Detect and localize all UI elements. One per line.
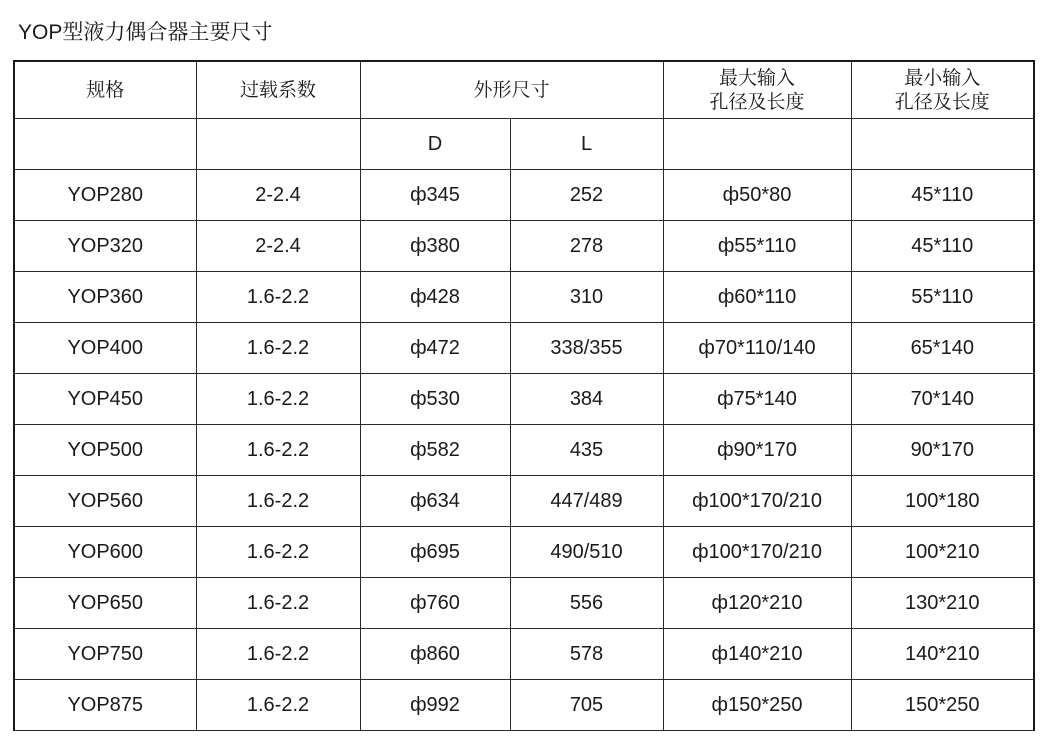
cell-max-input-bore: ф100*170/210 xyxy=(663,476,851,527)
cell-length-l: 278 xyxy=(510,221,663,272)
cell-diameter-d: ф582 xyxy=(360,425,510,476)
cell-diameter-d: ф695 xyxy=(360,527,510,578)
table-row xyxy=(14,374,1034,425)
cell-min-input-bore: 100*210 xyxy=(851,527,1034,578)
cell-max-input-bore: ф140*210 xyxy=(663,629,851,680)
cell-length-l: 384 xyxy=(510,374,663,425)
table-row xyxy=(14,425,1034,476)
cell-diameter-d: ф380 xyxy=(360,221,510,272)
cell-model: YOP600 xyxy=(14,527,196,578)
cell-model: YOP650 xyxy=(14,578,196,629)
cell-diameter-d: ф428 xyxy=(360,272,510,323)
table-body xyxy=(14,61,1034,731)
cell-diameter-d: ф530 xyxy=(360,374,510,425)
table-row xyxy=(14,272,1034,323)
table-row xyxy=(14,578,1034,629)
cell-diameter-d: ф345 xyxy=(360,170,510,221)
header-outline-dimensions: 外形尺寸 xyxy=(360,61,663,119)
table-row xyxy=(14,476,1034,527)
subheader-l: L xyxy=(510,119,663,170)
cell-model: YOP400 xyxy=(14,323,196,374)
cell-max-input-bore: ф60*110 xyxy=(663,272,851,323)
cell-min-input-bore: 45*110 xyxy=(851,221,1034,272)
cell-min-input-bore: 65*140 xyxy=(851,323,1034,374)
cell-length-l: 556 xyxy=(510,578,663,629)
cell-min-input-bore: 90*170 xyxy=(851,425,1034,476)
cell-overload-factor: 1.6-2.2 xyxy=(196,323,360,374)
cell-overload-factor: 1.6-2.2 xyxy=(196,272,360,323)
cell-overload-factor: 2-2.4 xyxy=(196,170,360,221)
cell-length-l: 705 xyxy=(510,680,663,731)
cell-min-input-bore: 45*110 xyxy=(851,170,1034,221)
cell-length-l: 310 xyxy=(510,272,663,323)
cell-model: YOP500 xyxy=(14,425,196,476)
cell-model: YOP875 xyxy=(14,680,196,731)
header-max-input-bore xyxy=(663,61,851,119)
cell-model: YOP450 xyxy=(14,374,196,425)
cell-overload-factor: 1.6-2.2 xyxy=(196,578,360,629)
table-row xyxy=(14,221,1034,272)
cell-length-l: 447/489 xyxy=(510,476,663,527)
header-overload-factor: 过载系数 xyxy=(196,61,360,119)
table-row xyxy=(14,323,1034,374)
table-row xyxy=(14,680,1034,731)
cell-model: YOP360 xyxy=(14,272,196,323)
table-row xyxy=(14,170,1034,221)
cell-max-input-bore: ф100*170/210 xyxy=(663,527,851,578)
table-row xyxy=(14,527,1034,578)
header-spec: 规格 xyxy=(14,61,196,119)
cell-diameter-d: ф760 xyxy=(360,578,510,629)
cell-min-input-bore: 130*210 xyxy=(851,578,1034,629)
cell-length-l: 252 xyxy=(510,170,663,221)
header-min-input-bore-line1: 最小输入 xyxy=(904,67,981,89)
cell-overload-factor: 1.6-2.2 xyxy=(196,374,360,425)
cell-model: YOP280 xyxy=(14,170,196,221)
subheader-empty-max-bore xyxy=(663,119,851,170)
cell-min-input-bore: 150*250 xyxy=(851,680,1034,731)
cell-max-input-bore: ф55*110 xyxy=(663,221,851,272)
cell-overload-factor: 1.6-2.2 xyxy=(196,476,360,527)
subheader-empty-min-bore xyxy=(851,119,1034,170)
cell-max-input-bore: ф90*170 xyxy=(663,425,851,476)
cell-overload-factor: 2-2.4 xyxy=(196,221,360,272)
cell-overload-factor: 1.6-2.2 xyxy=(196,680,360,731)
cell-diameter-d: ф860 xyxy=(360,629,510,680)
cell-length-l: 338/355 xyxy=(510,323,663,374)
cell-model: YOP750 xyxy=(14,629,196,680)
dimensions-table xyxy=(13,60,1035,731)
cell-max-input-bore: ф50*80 xyxy=(663,170,851,221)
cell-length-l: 578 xyxy=(510,629,663,680)
cell-max-input-bore: ф150*250 xyxy=(663,680,851,731)
cell-overload-factor: 1.6-2.2 xyxy=(196,629,360,680)
cell-min-input-bore: 100*180 xyxy=(851,476,1034,527)
document-title: YOP型液力偶合器主要尺寸 xyxy=(18,21,273,44)
cell-max-input-bore: ф70*110/140 xyxy=(663,323,851,374)
cell-model: YOP560 xyxy=(14,476,196,527)
header-max-input-bore-line1: 最大输入 xyxy=(719,67,796,89)
header-row xyxy=(14,61,1034,119)
cell-min-input-bore: 55*110 xyxy=(851,272,1034,323)
subheader-row xyxy=(14,119,1034,170)
table-row xyxy=(14,629,1034,680)
cell-diameter-d: ф634 xyxy=(360,476,510,527)
header-min-input-bore xyxy=(851,61,1034,119)
header-max-input-bore-line2: 孔径及长度 xyxy=(709,91,805,113)
cell-overload-factor: 1.6-2.2 xyxy=(196,527,360,578)
cell-max-input-bore: ф120*210 xyxy=(663,578,851,629)
cell-length-l: 490/510 xyxy=(510,527,663,578)
header-min-input-bore-line2: 孔径及长度 xyxy=(894,91,990,113)
subheader-empty-overload xyxy=(196,119,360,170)
cell-max-input-bore: ф75*140 xyxy=(663,374,851,425)
subheader-d: D xyxy=(360,119,510,170)
cell-min-input-bore: 140*210 xyxy=(851,629,1034,680)
subheader-empty-spec xyxy=(14,119,196,170)
cell-length-l: 435 xyxy=(510,425,663,476)
cell-model: YOP320 xyxy=(14,221,196,272)
cell-diameter-d: ф992 xyxy=(360,680,510,731)
cell-min-input-bore: 70*140 xyxy=(851,374,1034,425)
cell-diameter-d: ф472 xyxy=(360,323,510,374)
cell-overload-factor: 1.6-2.2 xyxy=(196,425,360,476)
